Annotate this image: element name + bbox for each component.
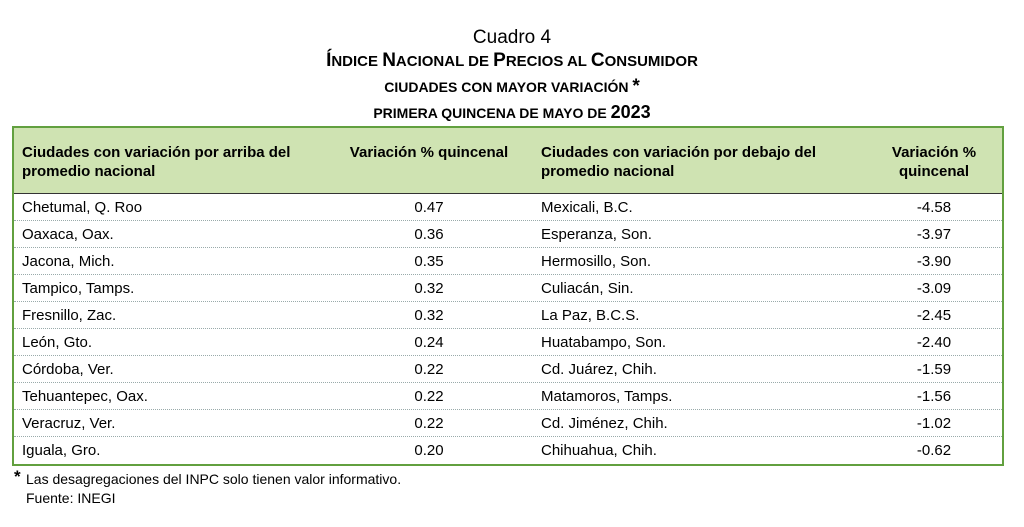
cell-above-city: Tampico, Tamps. bbox=[22, 280, 135, 297]
period-text: PRIMERA QUINCENA DE MAYO DE bbox=[373, 105, 607, 121]
title-cap-p: P bbox=[493, 50, 506, 71]
header-above-city: Ciudades con variación por arriba del promedio nacional bbox=[22, 144, 291, 180]
subtitle-asterisk: * bbox=[632, 76, 640, 97]
title-cap-i: Í bbox=[326, 50, 332, 71]
cell-above-variation: 0.22 bbox=[414, 388, 444, 405]
table-row bbox=[14, 194, 1002, 221]
table-subtitle bbox=[0, 77, 1024, 97]
cell-above-variation: 0.32 bbox=[414, 307, 444, 324]
title-part-1: NDICE bbox=[331, 53, 383, 70]
cell-below-city: Mexicali, B.C. bbox=[541, 199, 633, 216]
cell-below-variation: -1.56 bbox=[916, 388, 952, 405]
table-row bbox=[14, 302, 1002, 329]
cell-below-city: Huatabampo, Son. bbox=[541, 334, 667, 351]
cell-above-variation: 0.20 bbox=[414, 442, 444, 459]
cell-below-city: Chihuahua, Chih. bbox=[541, 442, 657, 459]
cell-above-city: Jacona, Mich. bbox=[22, 253, 115, 270]
title-part-3: RECIOS AL bbox=[505, 53, 591, 70]
table-body bbox=[14, 194, 1002, 464]
cell-below-city: Cd. Juárez, Chih. bbox=[541, 361, 657, 378]
title-cap-n: N bbox=[382, 50, 396, 71]
table-row bbox=[14, 383, 1002, 410]
cell-above-city: León, Gto. bbox=[22, 334, 93, 351]
table-header bbox=[14, 128, 1002, 194]
footnote bbox=[14, 467, 402, 488]
table-row bbox=[14, 329, 1002, 356]
table-title bbox=[0, 50, 1024, 73]
title-part-4: ONSUMIDOR bbox=[604, 53, 698, 70]
cell-above-variation: 0.22 bbox=[414, 415, 444, 432]
footnote-text: Las desagregaciones del INPC solo tienen valor informativo. bbox=[26, 471, 402, 487]
cell-below-variation: -3.09 bbox=[916, 280, 952, 297]
source-note: Fuente: INEGI bbox=[26, 490, 116, 506]
table-row bbox=[14, 248, 1002, 275]
cell-above-city: Veracruz, Ver. bbox=[22, 415, 116, 432]
cell-above-city: Fresnillo, Zac. bbox=[22, 307, 117, 324]
cell-above-city: Oaxaca, Oax. bbox=[22, 226, 114, 243]
table-number: Cuadro 4 bbox=[472, 27, 552, 48]
cell-above-variation: 0.35 bbox=[414, 253, 444, 270]
cell-above-variation: 0.32 bbox=[414, 280, 444, 297]
header-below-variation: Variación % quincenal bbox=[891, 144, 977, 180]
cell-below-city: Esperanza, Son. bbox=[541, 226, 652, 243]
title-part-2: ACIONAL DE bbox=[395, 53, 494, 70]
cell-below-city: Cd. Jiménez, Chih. bbox=[541, 415, 668, 432]
header-above-variation: Variación % quincenal bbox=[349, 144, 509, 161]
cell-below-variation: -3.90 bbox=[916, 253, 952, 270]
cell-below-city: Culiacán, Sin. bbox=[541, 280, 634, 297]
cell-below-variation: -4.58 bbox=[916, 199, 952, 216]
title-cap-c: C bbox=[590, 50, 605, 71]
cell-above-city: Córdoba, Ver. bbox=[22, 361, 114, 378]
table-period bbox=[0, 101, 1024, 124]
table-row bbox=[14, 437, 1002, 464]
cell-above-variation: 0.22 bbox=[414, 361, 444, 378]
header-below-city: Ciudades con variación por debajo del promedio nacional bbox=[541, 144, 817, 180]
cell-below-variation: -0.62 bbox=[916, 442, 952, 459]
cell-below-variation: -2.45 bbox=[916, 307, 952, 324]
cell-below-variation: -1.02 bbox=[916, 415, 952, 432]
table-row bbox=[14, 275, 1002, 302]
cell-above-city: Tehuantepec, Oax. bbox=[22, 388, 148, 405]
cell-below-city: Matamoros, Tamps. bbox=[541, 388, 673, 405]
footnote-asterisk: * bbox=[14, 467, 21, 486]
cell-below-city: Hermosillo, Son. bbox=[541, 253, 652, 270]
table-row bbox=[14, 356, 1002, 383]
cell-above-city: Iguala, Gro. bbox=[22, 442, 101, 459]
cell-above-variation: 0.36 bbox=[414, 226, 444, 243]
cell-below-variation: -2.40 bbox=[916, 334, 952, 351]
subtitle-text: CIUDADES CON MAYOR VARIACIÓN bbox=[384, 79, 629, 95]
cell-below-variation: -1.59 bbox=[916, 361, 952, 378]
cell-above-variation: 0.24 bbox=[414, 334, 444, 351]
cell-above-city: Chetumal, Q. Roo bbox=[22, 199, 143, 216]
cities-table bbox=[12, 126, 1004, 466]
cell-above-variation: 0.47 bbox=[414, 199, 444, 216]
cell-below-city: La Paz, B.C.S. bbox=[541, 307, 640, 324]
cell-below-variation: -3.97 bbox=[916, 226, 952, 243]
table-row bbox=[14, 221, 1002, 248]
table-row bbox=[14, 410, 1002, 437]
period-year: 2023 bbox=[610, 102, 651, 122]
